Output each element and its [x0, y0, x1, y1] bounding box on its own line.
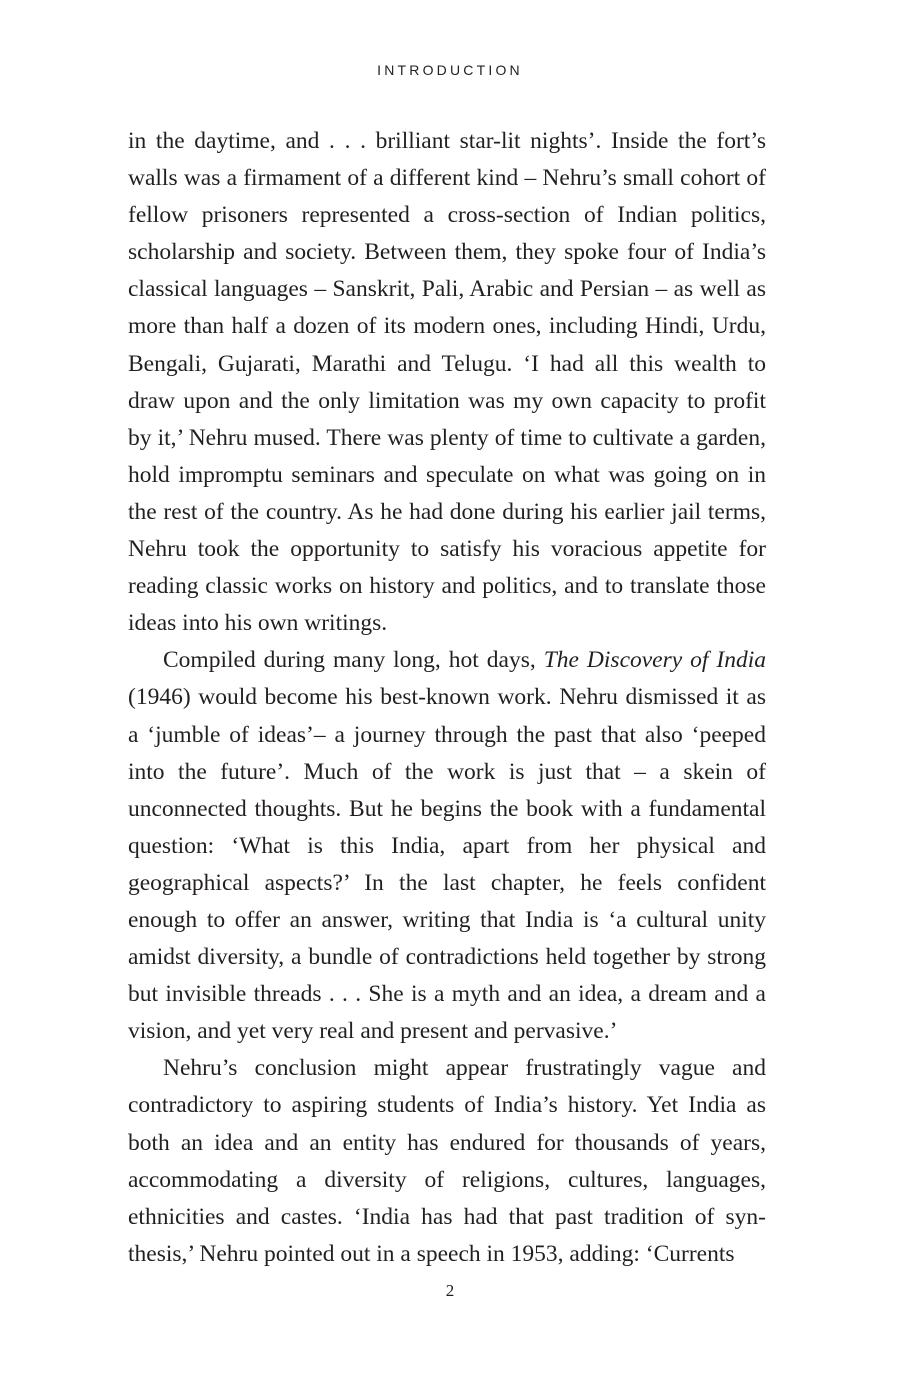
- running-head: INTRODUCTION: [377, 62, 523, 78]
- paragraph-discovery: [128, 642, 766, 1050]
- paragraph-conclusion: Nehru’s conclusion might appear frustratingly vague and contradictory to aspiring students of India’s history. Yet India as both an idea and an entity has endured for thousands of years, accommodating a diversity of religions, cultures, languages, ethnicities and castes. ‘India has had that past tradition of synthesis,’ Nehru pointed out in a speech in 1953, adding: ‘Currents: [128, 1055, 766, 1267]
- page-number: 2: [445, 1281, 455, 1300]
- paragraph-remaining-text: (1946) would become his best-known work. Nehru dismissed it as a ‘jumble of ideas’– a journey through the past that also ‘peeped into the future’. Much of the work is just that – a skein of unconnected thoughts. But he begins the book with a fundamental question: ‘What is this India, apart from her physical and geographical aspects?’ In the last chapter, he feels confident enough to offer an answer, writing that India is ‘a cultural unity amidst diversity, a bundle of contradictions held together by strong but invisible threads . . . She is a myth and an idea, a dream and a vision, and yet very real and present and pervasive.’: [128, 684, 766, 1045]
- book-title: The Discovery of India: [543, 647, 767, 674]
- paragraph-lead-text: Compiled during many long, hot days,: [163, 647, 544, 674]
- paragraph-continued: in the daytime, and . . . brilliant star-lit nights’. Inside the fort’s walls was a firmament of a different kind – Nehru’s small cohort of fellow prisoners represented a cross-section of Indian politics, scholarship and society. Between them, they spoke four of India’s classical languages – Sanskrit, Pali, Arabic and Persian – as well as more than half a dozen of its modern ones, including Hindi, Urdu, Bengali, Gujarati, Marathi and Telugu. ‘I had all this wealth to draw upon and the only limitation was my own capacity to profit by it,’ Nehru mused. There was plenty of time to cultivate a garden, hold impromptu seminars and speculate on what was going on in the rest of the country. As he had done during his earlier jail terms, Nehru took the opportunity to satisfy his voracious appetite for reading classic works on history and politics, and to translate those ideas into his own writings.: [128, 128, 766, 637]
- body-text: [128, 123, 766, 1273]
